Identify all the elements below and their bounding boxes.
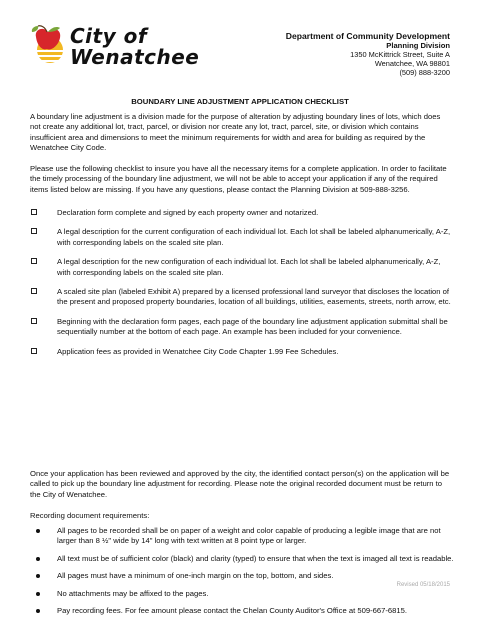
list-item-text: All pages must have a minimum of one-inch margin on the top, bottom, and sides. (57, 571, 334, 581)
intro-paragraph (30, 112, 451, 154)
instructions-text: Please use the following checklist to insure you have all the necessary items for a complete application. In order to facilitate the timely processing of the boundary line adjustment, we will not be able to accept your application if any of the required items listed below are missing. If you have any questions, please contact the Planning Division at 509-888-3256. (30, 164, 447, 194)
checklist (30, 208, 455, 366)
logo-text-city-of: City of (70, 24, 148, 48)
bullet-icon (36, 609, 40, 613)
checklist-item-text: Application fees as provided in Wenatchee City Code Chapter 1.99 Fee Schedules. (57, 346, 339, 356)
checklist-item-text: A scaled site plan (labeled Exhibit A) prepared by a licensed professional land surveyor that discloses the location of the present and proposed property boundaries, location of all buildings, utilities, easements, streets, north arrow, etc. (57, 287, 451, 307)
list-item-text: Pay recording fees. For fee amount please contact the Chelan County Auditor's Office at 509-667-6815. (57, 606, 408, 616)
division-name: Planning Division (386, 41, 450, 50)
bullet-icon (36, 557, 40, 561)
address-line-2: Wenatchee, WA 98801 (374, 59, 450, 68)
checkbox-icon[interactable] (31, 348, 37, 354)
list-item (30, 589, 454, 599)
document-title: BOUNDARY LINE ADJUSTMENT APPLICATION CHECKLIST (131, 97, 349, 106)
checklist-item (30, 227, 455, 248)
list-item (30, 526, 454, 547)
revision-date: Revised 05/18/2015 (396, 582, 450, 588)
department-name: Department of Community Development (285, 31, 450, 41)
checkbox-icon[interactable] (31, 228, 37, 234)
checkbox-icon[interactable] (31, 209, 37, 215)
after-review-text: Once your application has been reviewed and approved by the city, the identified contact person(s) on the application will be called to pick up the boundary line adjustment for recording. Please note the original recorded document must be return to the City of Wenatchee. (30, 469, 450, 499)
city-logo (30, 23, 200, 73)
apple-sun-icon (30, 23, 70, 69)
checkbox-icon[interactable] (31, 258, 37, 264)
checklist-item-text: A legal description for the new configuration of each individual lot. Each lot shall be labeled alphanumerically, A-Z, with corresponding labels on the scaled site plan. (57, 257, 441, 277)
logo-text-wenatchee: Wenatchee (70, 45, 200, 69)
intro-text: A boundary line adjustment is a division made for the purpose of alteration by adjusting boundary lines of lots, which does not create any additional lot, tract, parcel, or division nor create any lot, tract, parcel, site, or division which contains insufficient area and dimensions to meet the minimum requirements for width and area for building as required by the Wenatchee City Code. (30, 112, 441, 153)
list-item-text: All text must be of sufficient color (black) and clarity (typed) to ensure that when the text is imaged all text is readable. (57, 553, 454, 563)
checklist-item (30, 257, 455, 278)
checkbox-icon[interactable] (31, 288, 37, 294)
checklist-item (30, 317, 455, 338)
list-item (30, 554, 454, 564)
checklist-item (30, 208, 455, 218)
list-item (30, 606, 454, 616)
after-review-paragraph (30, 469, 451, 500)
bullet-icon (36, 592, 40, 596)
checkbox-icon[interactable] (31, 318, 37, 324)
checklist-item-text: A legal description for the current configuration of each individual lot. Each lot shall be labeled alphanumerically, A-Z, with corresponding labels on the scaled site plan. (57, 227, 451, 247)
checklist-item (30, 287, 455, 308)
recording-heading-text: Recording document requirements: (30, 511, 150, 520)
list-item-text: No attachments may be affixed to the pages. (57, 588, 209, 598)
checklist-item-text: Beginning with the declaration form pages, each page of the boundary line adjustment application submittal shall be sequentially number at the bottom of each page. An example has been included for your convenience. (57, 316, 448, 337)
list-item (30, 571, 454, 581)
requirements-list (30, 526, 454, 623)
checklist-item (30, 347, 455, 357)
recording-requirements-heading (30, 511, 451, 521)
instructions-paragraph (30, 164, 451, 195)
bullet-icon (36, 529, 40, 533)
phone-number: (509) 888-3200 (399, 68, 450, 77)
list-item-text: All pages to be recorded shall be on paper of a weight and color capable of producing a legible image that are not larger than 8 ½" wide by 14" long with text written at 8 point type or larger. (57, 526, 441, 546)
bullet-icon (36, 574, 40, 578)
address-line-1: 1350 McKittrick Street, Suite A (350, 50, 450, 59)
department-address-block (286, 31, 450, 77)
checklist-item-text: Declaration form complete and signed by each property owner and notarized. (57, 208, 319, 217)
